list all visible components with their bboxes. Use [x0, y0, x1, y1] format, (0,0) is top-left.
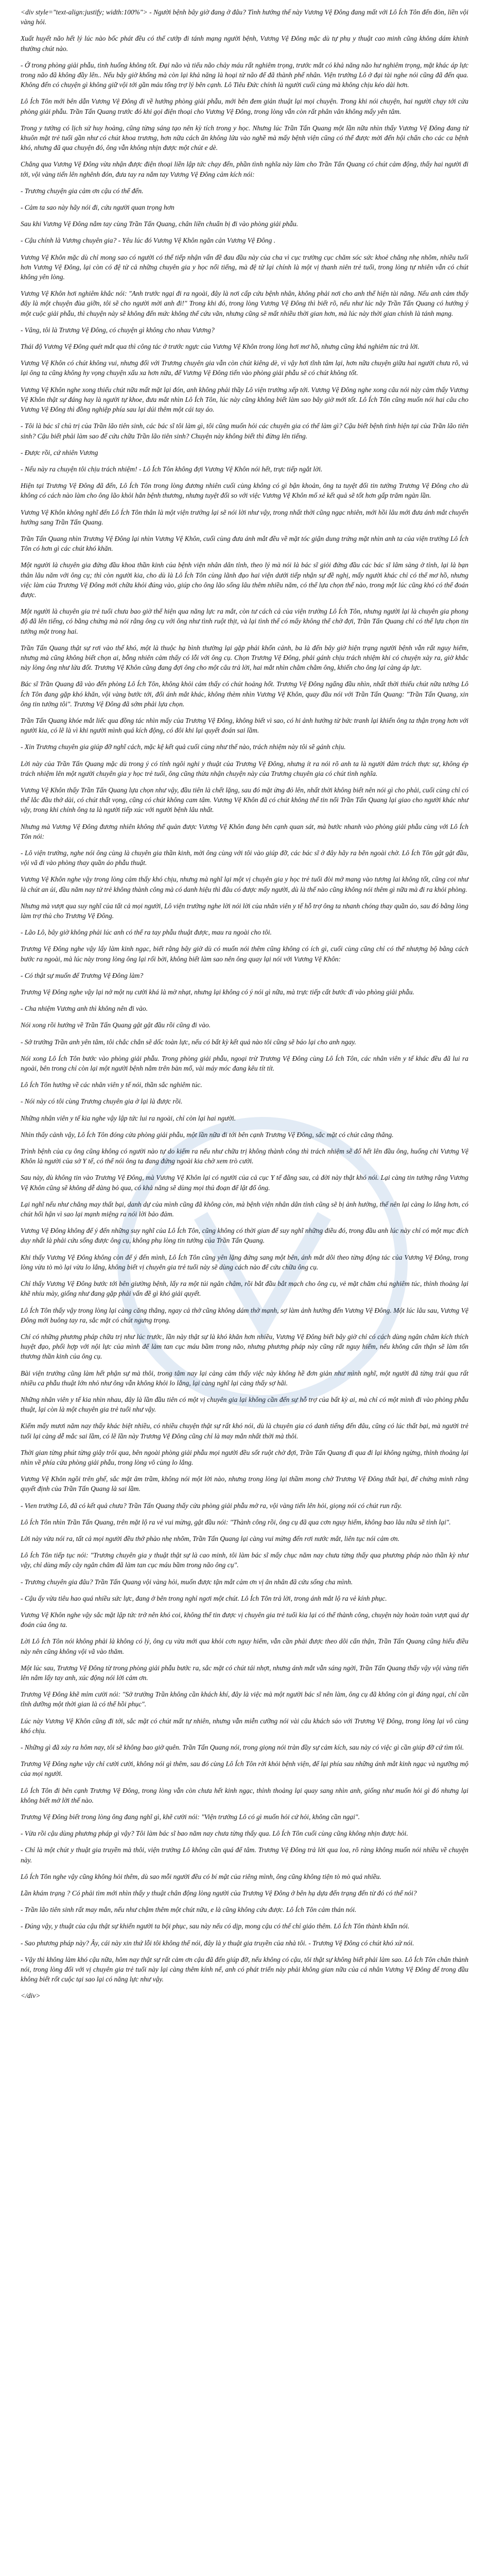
paragraph: - Lô viện trưởng, nghe nói ông cùng là chuyên gia thần kinh, mời ông cùng với tôi vào giúp đỡ, các bác sĩ ở đây hãy ra bên ngoài chờ. Lô Ích Tôn gật gật đầu, vội vã đi vào phòng thay quần áo phẫu thuật. — [21, 849, 468, 867]
paragraph: Nhưng mà vượt qua suy nghĩ của tất cả mọi người, Lô viện trưởng nghe lời nói lời của nhân viên y tế hỗ trợ ông ta nhanh chóng thay quần áo, sau đó bằng lòng làm trợ thủ cho Trương Vệ Đông. — [21, 902, 468, 920]
paragraph: Trương Vệ Đông nghe vậy lấy làm kinh ngạc, biết rằng bây giờ dù có muốn nói thêm cũng không có ích gì, cuối cùng cũng chỉ có thể nhượng bộ bằng cách bước ra ngoài, mà lúc này trong lòng ông lại rối bời, không biết làm sao nên ông quay lại nói với Vương Vệ Khôn: — [21, 945, 468, 963]
paragraph: Vương Vệ Khôn có chút không vui, nhưng đối với Trương chuyên gia vẫn còn chút kiêng dè, vì vậy hơi tĩnh tâm lại, hơn nữa chuyện giữa hai người chưa rõ, vả lại ông ta cũng không hy vọng chuyện xấu xa hơn nữa, để Vương Vệ Đông tiến vào phòng giải phẫu sẽ có chút không tốt. — [21, 359, 468, 377]
paragraph: Lại nghĩ nếu như chẳng may thất bại, danh dự của mình cũng đã không còn, mà bệnh viện nhân dân tỉnh cũng sẽ bị ảnh hưởng, thế nên lại càng lo lắng hơn, có chút hối hận vì sao lại mạnh miệng ra nói lời bảo đảm. — [21, 1200, 468, 1218]
paragraph: - Ở trong phòng giải phẫu, tình huống không tốt. Đại não và tiểu não chảy máu rất nghiêm trọng, trước mắt có khả năng não hư nghiêm trọng, mặt khác áp lực trong não đã không đầy lên.. Nếu bây giờ khống mà còn lại khả năng là hoại tử não để đã thành phế nhân. Viện trưởng Lô ở đại tài nghe nói cũng đã đến qua. Không đến có chuyện gì không giữ vội tới gần máu tổng trợ lý bên cạnh. Lô Tiêu Đức chính là người cuối cùng mà không chịu kéo dài hơn. — [21, 61, 468, 89]
paragraph: Trong y tưởng có lịch sử huy hoàng, cũng từng sáng tạo nên kỳ tích trong y học. Nhưng lúc Trần Tấn Quang một lần nữa nhìn thấy Vương Vệ Đông đang từ khuôn mặt trẻ tuổi gần như có chút khoa trương, hơn nữa cách ăn không lửa vào nghề mà mấy bệnh viện cũng có thể được mời đến hội chẩn cho các ca bệnh khó, nhưng đã qua chuyện đó, ông vẫn không nhịn được một chút e dè. — [21, 124, 468, 152]
paragraph: - Nói này có tôi cùng Trương chuyên gia ở lại là được rồi. — [21, 1097, 183, 1106]
paragraph: - Tôi là bác sĩ chủ trị của Trần lão tiên sinh, các bác sĩ tôi làm gì, tôi cũng muốn hỏi các chuyên gia có thể làm gì? Cậu biết bệnh tình hiện tại của Trần lão tiên sinh? Cậu biết phải làm sao để cứu chữa Trần lão tiên sinh? Chuyện này không biết thì đừng lên tiếng. — [21, 422, 468, 440]
paragraph: Vương Vệ Khôn nghe xong thiếu chút nữa mất mặt lại đón, anh không phải thầy Lô viện trưởng xếp tới. Vương Vệ Đông nghe xong câu nói này cảm thấy Vương Vệ Khôn thật sự đáng hay là người tự khoe, đưa mắt nhìn Lô Ích Tôn, lúc này cũng không biết làm sao bây giờ mới tốt. Lô Ích Tôn cũng muốn nói hai câu cho Vương Vệ Đông thì đồng nghiệp phía sau lại dúi thêm một cái tay áo. — [21, 385, 468, 414]
paragraph: Một người là chuyên gia trẻ tuổi chưa bao giờ thể hiện qua năng lực ra mắt, còn tư cách cả của viện trưởng Lô Ích Tôn, nhưng người lại là chuyên gia phong độ đã lên tiếng, có bằng chứng mà nói rằng ông cụ với ông như tình ruột thịt, và lại tình thế có mấy không thể chờ đợi, Trần Tấn Quang chỉ có thể lựa chọn tin tưởng một trong hai. — [21, 607, 468, 635]
paragraph: Vương Vệ Khôn hơi nghiêm khắc nói: "Anh trước ngại đi ra ngoài, đây là nơi cấp cứu bệnh nhân, không phải nơi cho anh thể hiện tài năng. Nếu anh cảm thấy đây là một chuyện đùa giỡn, tôi sẽ cho người mời anh đi!" Trong khi đó, trong lòng Vương Vệ Đông thì biết rõ, nếu như lúc nãy Trần Tấn Quang có hướng ý một cuộc giải phẫu, thì chuyện này sẽ không đến mức không thể cứu vãn, nhưng cũng sẽ mất nhiều thời gian hơn, mà lúc này thời gian chính là tánh mạng. — [21, 290, 468, 317]
paragraph: Hiện tại Trương Vệ Đông đã đến, Lô Ích Tôn trong lòng đương nhiên cuối cùng không có gì bận khoản, ông ta tuyệt đối tin tưởng Trương Vệ Đông cho dù không có cách nào làm cho ông lão khỏi hẳn bệnh thương, nhưng tuyệt đối so với việc Vương Vệ Khôn mổ xẻ kết quả sẽ tốt hơn gấp trăm ngàn lần. — [21, 482, 468, 500]
paragraph: Những nhân viên y tế kia nghe vậy lập tức lui ra ngoài, chỉ còn lại hai người. — [21, 1114, 236, 1122]
paragraph: - Xin Trương chuyên gia giúp đỡ nghĩ cách, mặc kệ kết quả cuối cùng như thế nào, trách nhiệm này tôi sẽ gánh chịu. — [21, 743, 346, 751]
paragraph: Chỉ có những phương pháp chữa trị như lúc trước, lần này thật sự là khó khăn hơn nhiều, Vương Vệ Đông biết bây giờ chỉ có cách dùng ngân châm kích thích huyệt đạo, phối hợp với nội lực của mình để làm tan cục máu bầm trong não, nhưng phương pháp này cũng rất nguy hiểm, nếu không cẩn thận sẽ làm tổn thương thần kinh của ông cụ. — [21, 1332, 468, 1361]
paragraph: Vương Vệ Khôn mặc dù chỉ mong sao có người có thể tiếp nhận vấn đề đau đầu này của cha vì cục trường cục chăm sóc sức khoẻ chẳng nhẹ nhõm, nhiều tuổi hơn Vương Vệ Đông, lại còn có đệ tử cả những chuyên gia y học nổi tiếng, mà đệ tử lại chính là một vị thanh niên trẻ tuổi, trong lòng tự nhiên vẫn có chút không yên lòng. — [21, 253, 468, 281]
paragraph: Chỉ thấy Vương Vệ Đông bước tới bên giường bệnh, lấy ra một túi ngân châm, rồi bắt đầu bắt mạch cho ông cụ, vẻ mặt chăm chú nghiêm túc, thỉnh thoảng lại khẽ nhíu mày, giống như đang gặp phải vấn đề gì khó giải quyết. — [21, 1280, 468, 1298]
paragraph: Khi thấy Vương Vệ Đông không còn để ý đến mình, Lô Ích Tôn cũng yên lặng đứng sang một bên, ánh mắt dõi theo từng động tác của Vương Vệ Đông, trong lòng vừa tò mò lại vừa lo lắng, không biết vị chuyên gia trẻ tuổi này sẽ dùng cách nào để cứu chữa ông cụ. — [21, 1253, 468, 1271]
paragraph: Thời gian từng phút từng giây trôi qua, bên ngoài phòng giải phẫu mọi người đều sốt ruột chờ đợi, Trần Tấn Quang đi qua đi lại không ngừng, thỉnh thoảng lại nhìn về phía cửa phòng giải phẫu, trong lòng vô cùng lo lắng. — [21, 1448, 468, 1466]
paragraph: Bác sĩ Trần Quang đã vào đến phòng Lô Ích Tôn, không khỏi cảm thấy có chút hoảng hốt. Trương Vệ Đông ngẩng đầu nhìn, nhất thời thiếu chút nữa tưởng Lô Ích Tôn đang gặp khó khăn, vội vàng bước tới, đổi ánh mắt khác, không thèm nhìn Vương Vệ Khôn, quay đầu nói với Trần Tấn Quang: "Trần Tấn Quang, xin ông tin tưởng tôi". Trương Vệ Đông đã sớm phải lựa chọn. — [21, 680, 468, 708]
paragraph: Bài viện trưởng cũng làm hết phận sự mà thôi, trong tâm nay lại càng cảm thấy việc này không hề đơn giản như mình nghĩ, một người đã từng trải qua rất nhiều ca phẫu thuật lớn nhỏ như ông vẫn không khỏi lo lắng, lại càng nghĩ lại càng thấy sợ hãi. — [21, 1369, 468, 1387]
paragraph: Lời này vừa nói ra, tất cả mọi người đều thở phào nhẹ nhõm, Trần Tấn Quang lại càng vui mừng đến rơi nước mắt, liên tục nói cảm ơn. — [21, 1534, 400, 1543]
paragraph: - Cảm ta sao này hãy nói đi, cứu người quan trọng hơn — [21, 204, 174, 212]
paragraph: Vương Vệ Khôn nghe vậy sắc mặt lập tức trở nên khó coi, không thể tin được vị chuyên gia trẻ tuổi kia lại có thể thành công, chuyện này hoàn toàn vượt quá dự đoán của ông ta. — [21, 1611, 468, 1629]
paragraph: - Cha nhiệm Vương anh thì không nên đi vào. — [21, 1005, 148, 1013]
paragraph: Lô Ích Tôn nghe vậy cũng không hỏi thêm, dù sao mỗi người đều có bí mật của riêng mình, ông cũng không tiện tò mò quá nhiều. — [21, 1872, 381, 1880]
paragraph: - Chỉ là một chút y thuật gia truyền mà thôi, viện trưởng Lô không cần quá để tâm. Trương Vệ Đông trả lời qua loa, rõ ràng không muốn nói nhiều về chuyện này. — [21, 1846, 468, 1864]
paragraph: - Lão Lô, bây giờ không phải lúc anh có thể ra tay phẫu thuật được, mau ra ngoài cho tôi. — [21, 928, 272, 937]
paragraph: - Trần lão tiên sinh rất may mắn, nếu như chậm thêm một chút nữa, e là cũng không cứu được. Lô Ích Tôn cảm thán nói. — [21, 1906, 357, 1914]
paragraph: - Có thật sự muốn để Trương Vệ Đông làm? — [21, 971, 144, 979]
paragraph: - Nếu này ra chuyện tôi chịu trách nhiệm! - Lô Ích Tôn không đợi Vương Vệ Khôn nói hết, trực tiếp ngắt lời. — [21, 465, 323, 473]
paragraph: - Trương chuyện gia cảm ơn cậu có thể đến. — [21, 187, 144, 195]
paragraph: Vương Vệ Khôn nghe vậy trong lòng cảm thấy khó chịu, nhưng mà nghĩ lại một vị chuyên gia y học trẻ tuổi đòi mở mang vào tương lai không tốt, cũng coi như là chút an ủi, đầu năm nay tử trẻ không thành công mà có danh hiệu thì đâu có được mấy người, dù là thế nào cũng không nói thêm gì nữa mà đi ra khỏi phòng. — [21, 875, 468, 893]
paragraph: Lời này của Trần Tấn Quang mặc dù trong ý có tính ngôi nghi y thuật của Trương Vệ Đông, nhưng ít ra nói rõ anh ta là người đảm trách thực sự, không ép trách nhiệm lên một người chuyên gia y học trẻ tuổi, ông cũng thừa nhận chuyện này của Trương chuyên gia có chút tình nghĩa. — [21, 759, 468, 777]
paragraph: Trương Vệ Đông nghe vậy lại nở một nụ cười khá là mờ nhạt, nhưng lại không có ý nói gì nữa, mà trực tiếp cất bước đi vào phòng giải phẫu. — [21, 988, 414, 996]
paragraph: - Vừa rồi cậu dùng phương pháp gì vậy? Tôi làm bác sĩ bao năm nay chưa từng thấy qua. Lô Ích Tôn cuối cùng cũng không nhịn được hỏi. — [21, 1829, 408, 1838]
paragraph: Lô Ích Tôn tiếp tục nói: "Trương chuyên gia y thuật thật sự là cao minh, tôi làm bác sĩ mấy chục năm nay chưa từng thấy qua phương pháp nào thần kỳ như vậy, chỉ dùng mấy cây ngân châm đã làm tan cục máu bầm trong não ông cụ". — [21, 1551, 468, 1569]
paragraph: - Vâng, tôi là Trương Vệ Đông, có chuyện gì không cho nhau Vương? — [21, 326, 215, 334]
paragraph: Lời Lô Ích Tôn nói không phải là không có lý, ông cụ vừa mới qua khỏi cơn nguy hiểm, vẫn cần phải được theo dõi cẩn thận, Trần Tấn Quang cũng hiểu điều này nên cũng không vội vã vào thăm. — [21, 1637, 468, 1655]
paragraph: - Sao phương pháp này? Ây, cái này xin thứ lỗi tôi không thể nói, đây là y thuật gia truyền của nhà tôi. - Trương Vệ Đông có chút khó xử nói. — [21, 1939, 414, 1947]
paragraph: Vương Vệ Đông không để ý đến những suy nghĩ của Lô Ích Tôn, cũng không có thời gian để suy nghĩ những điều đó, trong đầu anh lúc này chỉ có một mục đích duy nhất là phải cứu sống được ông cụ, không phụ lòng tin tưởng của Trần Tấn Quang. — [21, 1227, 468, 1245]
paragraph: Lô Ích Tôn hướng về các nhân viên y tế nói, thần sắc nghiêm túc. — [21, 1081, 202, 1089]
paragraph: Nói xong Lô Ích Tôn bước vào phòng giải phẫu. Trong phòng giải phẫu, ngoại trừ Trương Vệ Đông cùng Lô Ích Tôn, các nhân viên y tế khác đều đã lui ra ngoài, bên trong chỉ còn lại một người bệnh nằm trên bàn mổ, vài máy móc đang kêu tít tít. — [21, 1054, 468, 1073]
paragraph: - Trương chuyên gia đâu? Trần Tấn Quang vội vàng hỏi, muốn được tận mắt cảm ơn vị ân nhân đã cứu sống cha mình. — [21, 1578, 353, 1586]
paragraph: Trương Vệ Đông biết trong lòng ông đang nghĩ gì, khẽ cười nói: "Viện trưởng Lô có gì muốn hỏi cứ hỏi, không cần ngại". — [21, 1813, 360, 1821]
paragraph: </div> — [21, 1992, 41, 2000]
paragraph: Nhìn thấy cảnh vậy, Lô Ích Tôn đóng cửa phòng giải phẫu, một lần nữa đi tới bên cạnh Trương Vệ Đông, sắc mặt có chút căng thẳng. — [21, 1130, 394, 1139]
paragraph: Sau khi Vương Vệ Đông nắm tay cùng Trần Tấn Quang, chân liền chuẩn bị đi vào phòng giải phẫu. — [21, 220, 299, 228]
paragraph: Lúc này Vương Vệ Khôn cũng đi tới, sắc mặt có chút mất tự nhiên, nhưng vẫn miễn cưỡng nói vài câu khách sáo với Trương Vệ Đông, trong lòng lại vô cùng khó chịu. — [21, 1717, 468, 1735]
paragraph: - Được rồi, cứ nhiên Vương — [21, 448, 98, 456]
paragraph: Trần Tấn Quang khóe mắt liếc qua đồng tác nhìn mấy của Trương Vệ Đông, không biết vì sao, có hi ảnh hưởng từ bức tranh lại khiến ông ta thận trọng hơn với người kia, có lẽ là vì khi người mình quá kích động, có đôi khi lại quyết đoán sai lầm. — [21, 716, 468, 735]
paragraph: Lô Ích Tôn nhìn Trần Tấn Quang, trên mặt lộ ra vẻ vui mừng, gật đầu nói: "Thành công rồi, ông cụ đã qua cơn nguy hiểm, không bao lâu nữa sẽ tỉnh lại". — [21, 1518, 451, 1526]
paragraph: Một người là chuyên gia đứng đầu khoa thần kinh của bệnh viện nhân dân tỉnh, theo lý mà nói là bác sĩ giỏi đứng đầu các bác sĩ lâm sàng ở tỉnh, lại là bạn thân lâu năm với ông cụ; thì còn người kia, cho dù là Lô Ích Tôn cùng lãnh đạo hai viện dưới tiếp nhận sự đề nghị, mấy người khác chỉ có thể mơ hồ, nhưng việc làm của Trương Vệ Đông mới chữa khỏi đúng vào, giúp cho ông lão sống lâu thêm nhiều năm, có thể lựa chọn thế nào, trong một lúc cũng khó có thể đoán được. — [21, 561, 468, 599]
paragraph: - Sở trưởng Trần anh yên tâm, tôi chắc chắn sẽ dốc toàn lực, nếu có bất kỳ kết quả nào tôi cũng sẽ báo lại cho anh ngay. — [21, 1038, 356, 1046]
paragraph: Một lúc sau, Trương Vệ Đông từ trong phòng giải phẫu bước ra, sắc mặt có chút tái nhợt, nhưng ánh mắt vẫn sáng ngời, Trần Tấn Quang thấy vậy vội vàng tiến lên nắm lấy tay anh, xúc động nói lời cảm ơn. — [21, 1664, 468, 1682]
paragraph: Trương Vệ Đông khẽ mỉm cười nói: "Sở trưởng Trần không cần khách khí, đây là việc mà một người bác sĩ nên làm, ông cụ đã không còn gì đáng ngại, chỉ cần tĩnh dưỡng một thời gian là có thể hồi phục". — [21, 1690, 468, 1708]
paragraph: Những nhân viên y tế kia nhìn nhau, đây là lần đầu tiên có một vị chuyên gia lại không cần đến sự hỗ trợ của bất kỳ ai, mà chỉ có một mình đi vào phòng phẫu thuật, lại còn là một chuyên gia trẻ tuổi như vậy. — [21, 1395, 468, 1414]
paragraph: Trương Vệ Đông nghe vậy chỉ cười cười, không nói gì thêm, sau đó cùng Lô Ích Tôn rời khỏi bệnh viện, để lại phía sau những ánh mắt kinh ngạc và ngưỡng mộ của mọi người. — [21, 1760, 468, 1778]
paragraph: Kiếm mấy mươi năm nay thấy khác biệt nhiều, có nhiều chuyện thật sự rất khó nói, dù là chuyên gia có danh tiếng đến đâu, cũng có lúc thất bại, mà người trẻ tuổi lại càng dễ mắc sai lầm, có lẽ lần này Trương Vệ Đông cũng chỉ là may mắn nhất thời mà thôi. — [21, 1422, 468, 1440]
paragraph: Vương Vệ Khôn không nghĩ đến Lô Ích Tôn thân là một viện trưởng lại sẽ nói lời như vậy, trong nhất thời cũng ngạc nhiên, mới hồi lâu mới đưa ánh mắt chuyển hướng sang Trần Tấn Quang. — [21, 508, 468, 526]
paragraph: Xuất huyết não hết lý lúc nào bốc phát đều có thể cướp đi tánh mạng người bệnh, Vương Vệ Đông mặc dù tự phụ y thuật cao minh cũng không dám khinh thường chút nào. — [21, 35, 468, 53]
paragraph: <div style="text-align:justify; width:100%"> - Người bệnh bây giờ đang ở đâu? Tình hướng thế này Vương Vệ Đông đang mất với Lô Ích Tôn đến đòn, liền vội vàng hỏi. — [21, 8, 468, 26]
paragraph: - Đúng vậy, y thuật của cậu thật sự khiến người ta bội phục, sau này nếu có dịp, mong cậu có thể chỉ giáo thêm. Lô Ích Tôn thành khẩn nói. — [21, 1922, 410, 1930]
paragraph: Trần Tấn Quang thật sự rơi vào thế khó, một là thuộc hạ bình thường lại gặp phải khốn cảnh, ba là đến bây giờ hiện trạng người bệnh vẫn rất nguy hiểm, nhưng mà cũng không biết chọn ai, bỗng nhiên cảm thấy có lỗi với ông cụ. Chọn Trương Vệ Đông, phải gánh chịu trách nhiệm khi có chuyện xảy ra, giờ khắc này lòng ông như lửa đốt. Trương Vệ Khôn cũng đang đợi ông cho một câu trả lời, hai mắt nhìn chằm chằm ông, khiến cho ông lại càng áp lực. — [21, 643, 468, 672]
paragraph: Lần khám trạng ? Có phải tìm mới nhìn thấy y thuật chân động lòng người của Trương Vệ Đông ở bên hạ dựa đến trạng đến từ đó có thể nói? — [21, 1889, 417, 1897]
paragraph: Trình bệnh của cụ ông cũng không có người nào tự do kiếm ra nếu như chữa trị không thành công thì trách nhiệm sẽ đổ hết lên đầu ông, huống chi Vương Vệ Khôn là người của sở Y tế, có thể nói ông ta đang đứng ngoài kia chờ xem trò cười. — [21, 1147, 468, 1165]
paragraph: Chẳng qua Vương Vệ Đông vừa nhận được điện thoại liền lập tức chạy đến, phần tình nghĩa này làm cho Trần Tấn Quang có chút cảm động, thấy hai người đi tới, vội vàng tiến lên nghênh đón, đưa tay ra nắm tay Vương Vệ Đông cảm kích nói: — [21, 160, 468, 178]
paragraph: Lô Ích Tôn đi bên cạnh Trương Vệ Đông, trong lòng vẫn còn chưa hết kinh ngạc, thỉnh thoảng lại quay sang nhìn anh, giống như muốn hỏi gì đó nhưng lại không biết mở lời thế nào. — [21, 1786, 468, 1804]
paragraph: Thái độ Vương Vệ Đông quét mắt qua thì công tác ở trước ngực của Vương Vệ Khôn trong lòng hơi mơ hồ, nhưng cũng khá nghiêm túc trả lời. — [21, 343, 420, 351]
paragraph: - Vien trưởng Lô, đã có kết quả chưa? Trần Tấn Quang thấy cửa phòng giải phẫu mở ra, vội vàng tiến lên hỏi, giọng nói có chút run rẩy. — [21, 1501, 402, 1510]
paragraph: Vương Vệ Khôn thấy Trần Tấn Quang lựa chọn như vậy, đầu tiên là chết lặng, sau đó mặt ửng đỏ lên, nhất thời không biết nên nói gì cho phải, cuối cùng chỉ có thể lắc đầu thở dài, có chút thất vọng, cũng có chút không cam tâm. Vương Vệ Khôn đã có chút không thể tin nổi Trần Tấn Quang lại giao cho người khác như vậy, trong khi chính ông ta là người tiếp xúc với người bệnh lâu nhất. — [21, 786, 468, 814]
paragraph: - Những gì đã xảy ra hôm nay, tôi sẽ không bao giờ quên. Trần Tấn Quang nói, trong giọng nói tràn đầy sự cảm kích, sau này có việc gì cần giúp đỡ cứ tìm tôi. — [21, 1743, 464, 1751]
paragraph: Nói xong rồi hướng về Trần Tấn Quang gật gật đầu rồi cũng đi vào. — [21, 1021, 211, 1029]
paragraph: Trần Tấn Quang nhìn Trương Vệ Đông lại nhìn Vương Vệ Khôn, cuối cùng đưa ánh mắt đều về mặt tóc giận dung trứng mặt nhìn anh ta của viện trưởng Lô Ích Tôn có hơn gì các chút khó khăn. — [21, 534, 468, 553]
paragraph: - Cậu chính là Vương chuyên gia? - Yêu lúc đó Vương Vệ Khôn ngăn cản Vương Vệ Đông . — [21, 236, 276, 245]
paragraph: Lô Ích Tôn mới bên dẫn Vương Vệ Đông đi về hướng phòng giải phẫu, mới bên đem giản thuật lại mọi chuyện. Trong khi nói chuyện, hai người chạy tới cửa phòng giải phẫu. Trần Tấn Quang trước đó khi gọi điện thoại cho Vương Vệ Đông, trong lòng vẫn còn rất phân vân không mấy yên tâm. — [21, 97, 468, 115]
paragraph: Nhưng mà Vương Vệ Đông đương nhiên không thể quản được Vương Vệ Khôn đang bên cạnh quan sát, mà bước nhanh vào phòng giải phẫu cùng với Lô Ích Tôn nói: — [21, 822, 468, 840]
paragraph: - Cậu ấy vừa tiêu hao quá nhiều sức lực, đang ở bên trong nghỉ ngơi một chút. Lô Ích Tôn trả lời, trong ánh mắt lộ ra vẻ kính phục. — [21, 1594, 387, 1602]
paragraph: Vương Vệ Khôn ngồi trên ghế, sắc mặt âm trầm, không nói một lời nào, nhưng trong lòng lại thầm mong chờ Trương Vệ Đông thất bại, để chứng minh rằng quyết định của Trần Tấn Quang là sai lầm. — [21, 1475, 468, 1493]
paragraph: - Vậy thì không làm khó cậu nữa, hôm nay thật sự rất cảm ơn cậu đã đến giúp đỡ, nếu không có cậu, tôi thật sự không biết phải làm sao. Lô Ích Tôn chân thành nói, trong lòng đối với vị chuyên gia trẻ tuổi này lại càng thêm kính nể, anh có phát triển này phải không gian nữa của cá nhân Vương Vệ Đông để trong đầu không biết rốt cuộc tại sao lại có năng lực như vậy. — [21, 1955, 468, 1984]
paragraph: Sau này, dù không tin vào Trương Vệ Đông, mà Vương Vệ Khôn lại có người của cả cục Y tế đằng sau, cả đời này thật khó nói. Lại càng tin tưởng rằng Vương Vệ Khôn cũng sẽ không dễ dàng bỏ qua, có khả năng sẽ dùng mọi thủ đoạn để lật đổ ông. — [21, 1174, 468, 1192]
paragraph: Lô Ích Tôn thấy vậy trong lòng lại càng căng thẳng, ngay cả thở cũng không dám thở mạnh, sợ làm ảnh hưởng đến Vương Vệ Đông. Một lúc lâu sau, Vương Vệ Đông mới buông tay ra, sắc mặt có chút ngưng trọng. — [21, 1306, 468, 1324]
